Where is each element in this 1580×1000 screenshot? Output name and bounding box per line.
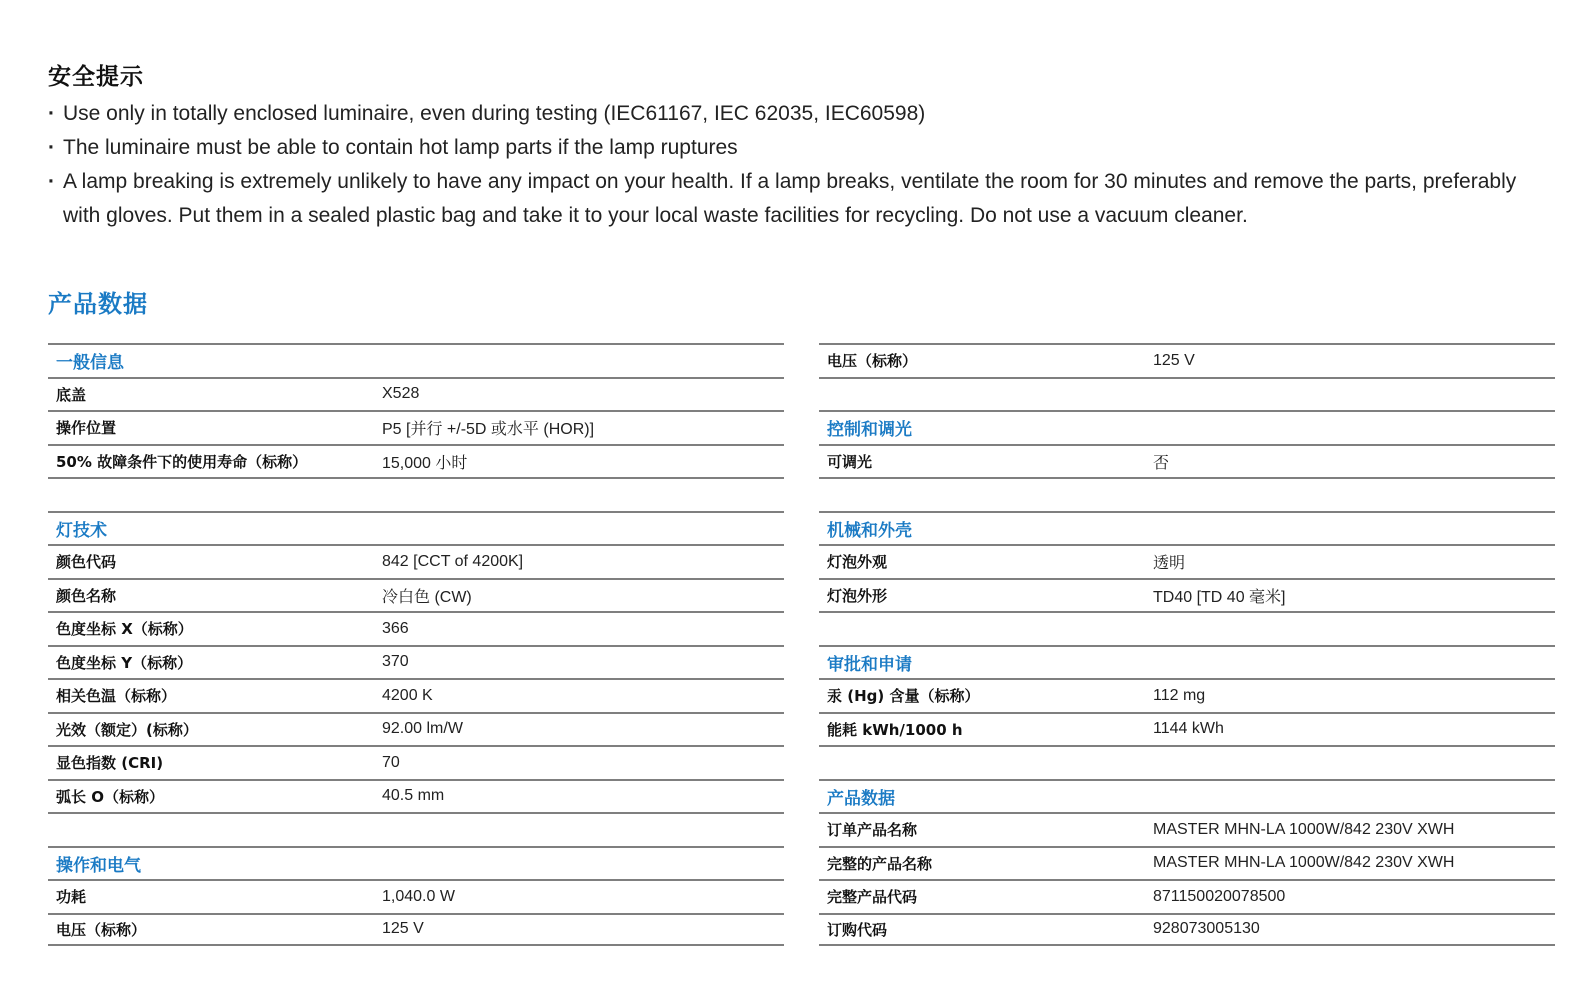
left-spec-column [48, 343, 784, 946]
spec-row [48, 377, 784, 411]
spec-label: 汞 (Hg) 含量（标称） [827, 687, 980, 706]
spec-group-header [48, 343, 784, 377]
spec-group-header [819, 779, 1555, 813]
spec-row [819, 879, 1555, 913]
spec-row [48, 779, 784, 813]
spec-row [48, 578, 784, 612]
spec-row [48, 712, 784, 746]
spec-group-header [819, 645, 1555, 679]
spec-spacer-row [819, 745, 1555, 779]
spec-label: 颜色名称 [56, 586, 117, 605]
spec-label: 能耗 kWh/1000 h [827, 720, 963, 739]
spec-group-title: 一般信息 [56, 353, 124, 374]
spec-value: 1144 kWh [1153, 720, 1224, 738]
spec-label: 订单产品名称 [827, 821, 918, 840]
spec-group-title: 机械和外壳 [827, 520, 912, 541]
safety-title: 安全提示 [48, 64, 144, 90]
spec-group-header [48, 511, 784, 545]
spec-row [48, 645, 784, 679]
spec-label: 灯泡外形 [827, 586, 888, 605]
spec-row [819, 444, 1555, 478]
spec-group-title: 审批和申请 [827, 654, 912, 675]
spec-value: 842 [CCT of 4200K] [382, 552, 524, 570]
spec-row [819, 678, 1555, 712]
spec-value: 370 [382, 653, 409, 671]
spec-spacer-row [819, 611, 1555, 645]
spec-row [48, 444, 784, 478]
spec-row [48, 745, 784, 779]
spec-spacer-row [48, 812, 784, 846]
spec-label: 灯泡外观 [827, 553, 888, 572]
spec-spacer-row [819, 477, 1555, 511]
spec-row [48, 611, 784, 645]
spec-label: 弧长 O（标称） [56, 787, 164, 806]
spec-row [819, 544, 1555, 578]
spec-row [819, 913, 1555, 947]
spec-label: 显色指数 (CRI) [56, 754, 164, 773]
spec-row [48, 678, 784, 712]
spec-row [819, 343, 1555, 377]
product-data-title: 产品数据 [48, 290, 148, 318]
spec-row [819, 812, 1555, 846]
safety-item: · A lamp breaking is extremely unlikely to have any impact on your health. If a lamp breaks, ventilate the room for 30 minutes and remove the parts, preferably with gloves. Put them in a sealed plastic bag and take it to your local waste facilities for recycling. Do not use a vacuum cleaner. [48, 165, 1548, 233]
spec-group-header [819, 511, 1555, 545]
spec-value: 冷白色 (CW) [382, 588, 472, 606]
spec-value: 透明 [1153, 555, 1186, 573]
safety-item: · Use only in totally enclosed luminaire, even during testing (IEC61167, IEC 62035, IEC60598) [48, 97, 1548, 131]
spec-group-title: 产品数据 [827, 788, 895, 809]
spec-value: 40.5 mm [382, 787, 445, 805]
spec-row [819, 712, 1555, 746]
spec-row [48, 879, 784, 913]
spec-label: 光效（额定）(标称） [56, 720, 198, 739]
spec-value: MASTER MHN-LA 1000W/842 230V XWH [1153, 854, 1455, 872]
spec-group-title: 灯技术 [56, 520, 107, 541]
spec-value: 366 [382, 619, 409, 637]
spec-group-title: 操作和电气 [56, 855, 141, 876]
spec-value: 125 V [1153, 351, 1195, 369]
spec-value: 15,000 小时 [382, 454, 468, 472]
spec-label: 相关色温（标称） [56, 687, 177, 706]
spec-label: 底盖 [56, 385, 87, 404]
spec-row [48, 913, 784, 947]
spec-label: 功耗 [56, 888, 87, 907]
spec-value: 70 [382, 753, 400, 771]
spec-value: 1,040.0 W [382, 887, 455, 905]
spec-value: 125 V [382, 920, 424, 938]
spec-label: 电压（标称） [56, 920, 147, 939]
spec-value: 871150020078500 [1153, 887, 1286, 905]
spec-group-header [48, 846, 784, 880]
right-spec-column [819, 343, 1555, 946]
safety-item: · The luminaire must be able to contain hot lamp parts if the lamp ruptures [48, 131, 1548, 165]
spec-group-header [819, 410, 1555, 444]
safety-list [48, 97, 1548, 233]
spec-label: 电压（标称） [827, 352, 918, 371]
spec-label: 操作位置 [56, 419, 117, 438]
spec-value: 112 mg [1153, 686, 1206, 704]
spec-value: 4200 K [382, 686, 433, 704]
spec-label: 完整产品代码 [827, 888, 918, 907]
spec-value: MASTER MHN-LA 1000W/842 230V XWH [1153, 820, 1455, 838]
spec-group-title: 控制和调光 [827, 420, 912, 441]
spec-value: 928073005130 [1153, 920, 1260, 938]
spec-row [819, 578, 1555, 612]
spec-label: 可调光 [827, 452, 873, 471]
spec-value: 92.00 lm/W [382, 720, 463, 738]
spec-label: 完整的产品名称 [827, 854, 933, 873]
spec-value: 否 [1153, 454, 1170, 472]
spec-spacer-row [819, 377, 1555, 411]
safety-section [48, 58, 1548, 233]
spec-value: X528 [382, 385, 420, 403]
spec-label: 色度坐标 Y（标称） [56, 653, 193, 672]
spec-value: P5 [并行 +/-5D 或水平 (HOR)] [382, 421, 595, 439]
spec-row [48, 544, 784, 578]
spec-label: 订购代码 [827, 920, 888, 939]
spec-label: 50% 故障条件下的使用寿命（标称） [56, 452, 308, 471]
spec-value: TD40 [TD 40 毫米] [1153, 588, 1286, 606]
spec-row [819, 846, 1555, 880]
spec-label: 色度坐标 X（标称） [56, 620, 193, 639]
spec-spacer-row [48, 477, 784, 511]
spec-label: 颜色代码 [56, 553, 117, 572]
spec-row [48, 410, 784, 444]
